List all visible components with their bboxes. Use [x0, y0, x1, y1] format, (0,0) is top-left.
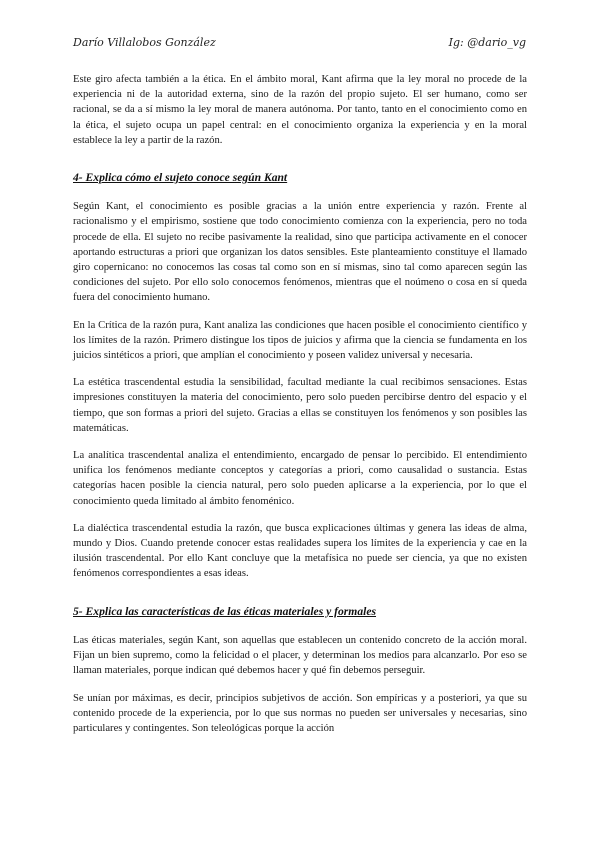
section-4-heading: 4- Explica cómo el sujeto conoce según Kant: [73, 171, 288, 185]
section-4-paragraph-5: La dialéctica trascendental estudia la razón, que busca explicaciones últimas y genera las ideas de alma, mundo y Dios. Cuando pretende conocer estas realidades supera los límites de la experiencia y cae en la ilusión trascendental. Por ello Kant concluye que la metafísica no puede ser ciencia, ya que no existen fenómenos correspondientes a esas ideas.: [73, 522, 527, 580]
section-5-paragraph-1: Las éticas materiales, según Kant, son aquellas que establecen un contenido concreto de la acción moral. Fijan un bien supremo, como la felicidad o el placer, y determinan los medios para alcanzarlo. Por eso se llaman materiales, porque indican qué debemos hacer y qué fin debemos perseguir.: [73, 634, 527, 677]
document-body: [73, 72, 527, 748]
header-handle: Ig: @dario_vg: [448, 36, 526, 49]
intro-paragraph: Este giro afecta también a la ética. En el ámbito moral, Kant afirma que la ley moral no procede de la experiencia ni de la autoridad externa, sino de la razón del propio sujeto. El ser humano, como ser racional, se da a sí mismo la ley moral de manera autónoma. Por tanto, tanto en el conocimiento como en la ética, el sujeto ocupa un papel central: en el conocimiento organiza la experiencia y en la moral establece la ley a partir de la razón.: [73, 74, 527, 146]
section-5-paragraph-2: Se unían por máximas, es decir, principios subjetivos de acción. Son empíricas y a posteriori, ya que su contenido procede de la experiencia, por lo que sus normas no pueden ser universales y necesarias, sino particulares y contingentes. Son teleológicas porque la acción: [73, 692, 527, 734]
section-4-paragraph-3: La estética trascendental estudia la sensibilidad, facultad mediante la cual recibimos sensaciones. Estas impresiones constituyen la materia del conocimiento, pero solo pueden percibirse dentro del espacio y el tiempo, que son formas a priori del sujeto. Gracias a ellas se constituyen los fenómenos y son posibles las matemáticas.: [73, 377, 527, 434]
header-author: Darío Villalobos González: [73, 36, 216, 49]
section-5-heading: 5- Explica las características de las éticas materiales y formales: [73, 604, 377, 618]
section-4-paragraph-4: La analítica trascendental analiza el entendimiento, encargado de pensar lo percibido. El entendimiento unifica los fenómenos mediante conceptos y categorías a priori, como causalidad o sustancia. Estas categorías hacen posible la ciencia natural, pero solo pueden aplicarse a la experiencia, por lo que el conocimiento queda limitado al ámbito fenoménico.: [73, 450, 527, 507]
section-4-paragraph-1: Según Kant, el conocimiento es posible gracias a la unión entre experiencia y razón. Frente al racionalismo y el empirismo, sostiene que todo conocimiento comienza con la experiencia, pero no toda procede de ella. El sujeto no recibe pasivamente la realidad, sino que participa activamente en el conocer aportando estructuras a priori que organizan los datos sensibles. Este planteamiento constituye el llamado giro copernicano: no conocemos las cosas tal como son en sí mismas, sino tal como aparecen según las condiciones del sujeto. Por ello solo conocemos fenómenos, mientras que el noúmeno o cosa en sí queda fuera del conocimiento humano.: [73, 201, 527, 304]
section-4-paragraph-2: En la Crítica de la razón pura, Kant analiza las condiciones que hacen posible el conocimiento científico y los límites de la razón. Primero distingue los tipos de juicios y afirma que la ciencia se fundamenta en los juicios sintéticos a priori, que amplían el conocimiento y poseen validez universal y necesaria.: [73, 319, 527, 362]
